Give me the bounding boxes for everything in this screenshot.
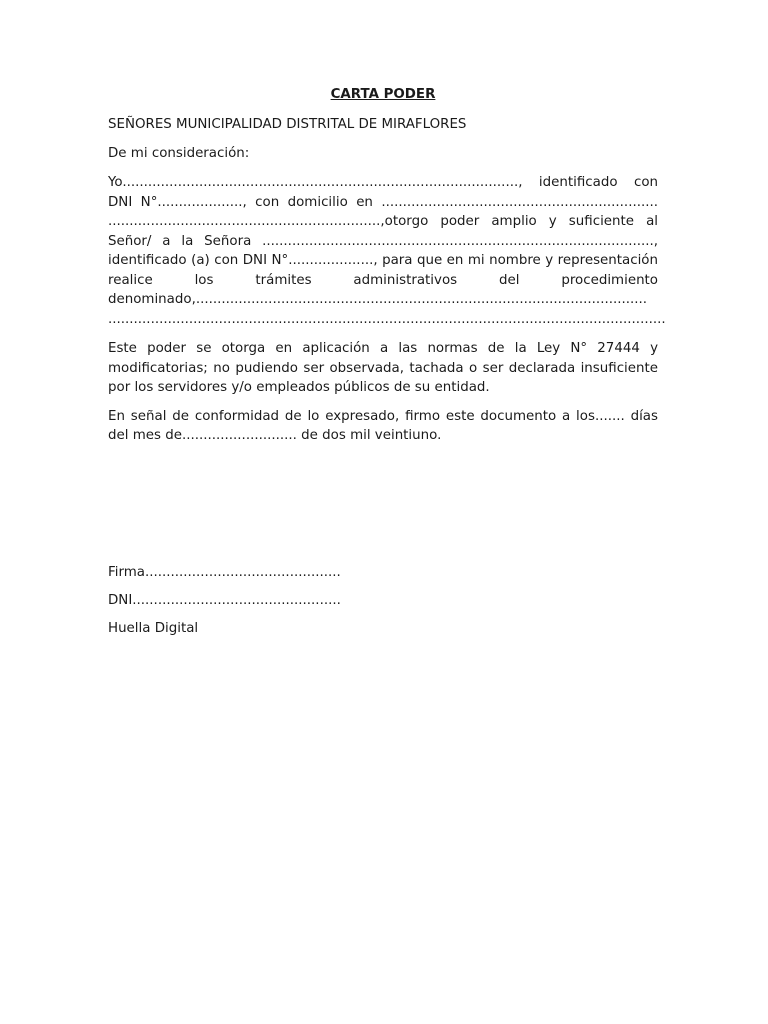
closing-paragraph: En señal de conformidad de lo expresado, firmo este documento a los....... días del mes de........................... de dos mil veintiuno. xyxy=(108,408,658,443)
signature-block xyxy=(108,563,658,647)
addressee-line: SEÑORES MUNICIPALIDAD DISTRITAL DE MIRAFLORES xyxy=(108,117,467,132)
dni-line: DNI................................................. xyxy=(108,593,341,608)
legal-paragraph: Este poder se otorga en aplicación a las normas de la Ley N° 27444 y modificatorias; no pudiendo ser observada, tachada o ser declarada insuficiente por los servidores y/o empleados públicos de su entidad. xyxy=(108,341,658,395)
document-title: CARTA PODER xyxy=(330,87,436,102)
signature-line: Firma.............................................. xyxy=(108,565,341,580)
main-paragraph: Yo............................................................................................., identificado con DNI N°...................., con domicilio en ................................................................. ................................................................,otorgo poder amplio y suficiente al Señor/ a la Señora ............................................................................................, identificado (a) con DNI N°...................., para que en mi nombre y representación realice los trámites administrativos del procedimiento denominado,.......................................................................................................... ................................................................................................................................... xyxy=(108,175,666,327)
greeting-line: De mi consideración: xyxy=(108,145,250,161)
letter-body xyxy=(108,85,666,446)
fingerprint-label: Huella Digital xyxy=(108,621,199,636)
